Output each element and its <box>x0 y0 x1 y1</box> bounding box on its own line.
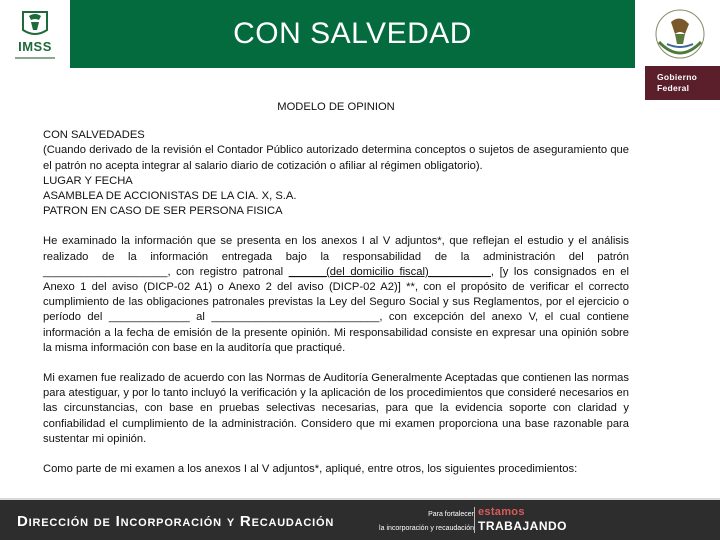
footer-tagline <box>372 508 474 536</box>
document-body <box>43 100 629 477</box>
p1-part-a: He examinado la información que se presenta en los anexos I al V adjuntos*, que reflejan el estudio y el análisis realizado de la información entregada bajo la responsabilidad de la administración del patrón <box>43 235 629 263</box>
assembly-line: ASAMBLEA DE ACCIONISTAS DE LA CIA. X, S.A. <box>43 190 297 203</box>
p1-blank-1: ____________________ <box>43 265 168 278</box>
p1-blank-2: ______(del domicilio fiscal)__________ <box>288 265 491 278</box>
p1-blank-4: ___________________________ <box>211 311 380 324</box>
imss-eagle-icon <box>19 8 51 38</box>
national-seal-icon <box>645 4 715 66</box>
brand-word-estamos: estamos <box>478 506 525 518</box>
footer-tagline-line2: la incorporación y recaudación <box>379 525 474 532</box>
footer-title: Dirección de Incorporación y Recaudación <box>17 513 335 530</box>
footer-brand <box>478 506 567 534</box>
p1-part-b: , con registro patronal <box>167 265 284 278</box>
p1-part-d: al <box>196 311 205 324</box>
p1-part-e: , con excepción del anexo V, el cual contiene información a la fecha de emisión de la presente opinión. Mi responsabilidad consiste en expresar una opinión sobre la misma información con base en la auditoría que practiqué. <box>43 311 630 354</box>
footer-bar <box>0 500 720 540</box>
place-date-line: LUGAR Y FECHA <box>43 174 133 187</box>
paragraph-examination <box>43 234 629 356</box>
intro-paragraph: (Cuando derivado de la revisión el Contador Público autorizado determina conceptos o sujetos de aseguramiento que el patrón no acepta integrar al salario diario de cotización o afiliar al régimen obligatorio). <box>43 144 629 172</box>
government-badge <box>645 66 720 100</box>
imss-logo <box>0 0 70 68</box>
brand-word-trabajando: TRABAJANDO <box>478 519 567 533</box>
government-label-line2: Federal <box>657 83 690 93</box>
p1-blank-3: _____________ <box>108 311 190 324</box>
footer-tagline-line1: Para fortalecer <box>428 511 474 518</box>
government-label-line1: Gobierno <box>657 72 698 82</box>
footer-divider <box>474 507 475 533</box>
p1-part-c: , [y los consignados en el Anexo 1 del aviso (DICP-02 A1) o Anexo 2 del aviso (DICP-02 A2)] **, con el propósito de verificar el correcto cumplimiento de las obligaciones patronales previstas la Ley del Seguro Social y sus Reglamentos, por el ejercicio o período del <box>43 265 629 324</box>
paragraph-procedures: Como parte de mi examen a los anexos I al V adjuntos*, apliqué, entre otros, los siguientes procedimientos: <box>43 463 578 476</box>
page-title: CON SALVEDAD <box>233 17 472 50</box>
document-subheading: CON SALVEDADES <box>43 129 145 142</box>
patron-line: PATRON EN CASO DE SER PERSONA FISICA <box>43 205 283 218</box>
imss-logo-underline <box>15 57 55 59</box>
imss-logo-text: IMSS <box>18 39 52 54</box>
paragraph-audit-standards: Mi examen fue realizado de acuerdo con las Normas de Auditoría Generalmente Aceptadas que contienen las normas para atestiguar, y por lo tanto incluyó la verificación y la aplicación de los procedimientos que consideré necesarios en las circunstancias, con base en pruebas selectivas necesarias, para que la evidencia soporte con claridad y confiabilidad el cumplimiento de la administración. Considero que mi examen proporciona una base razonable para sustentar mi opinión. <box>43 372 629 445</box>
document-heading: MODELO DE OPINION <box>277 101 395 113</box>
header-bar <box>70 0 635 68</box>
